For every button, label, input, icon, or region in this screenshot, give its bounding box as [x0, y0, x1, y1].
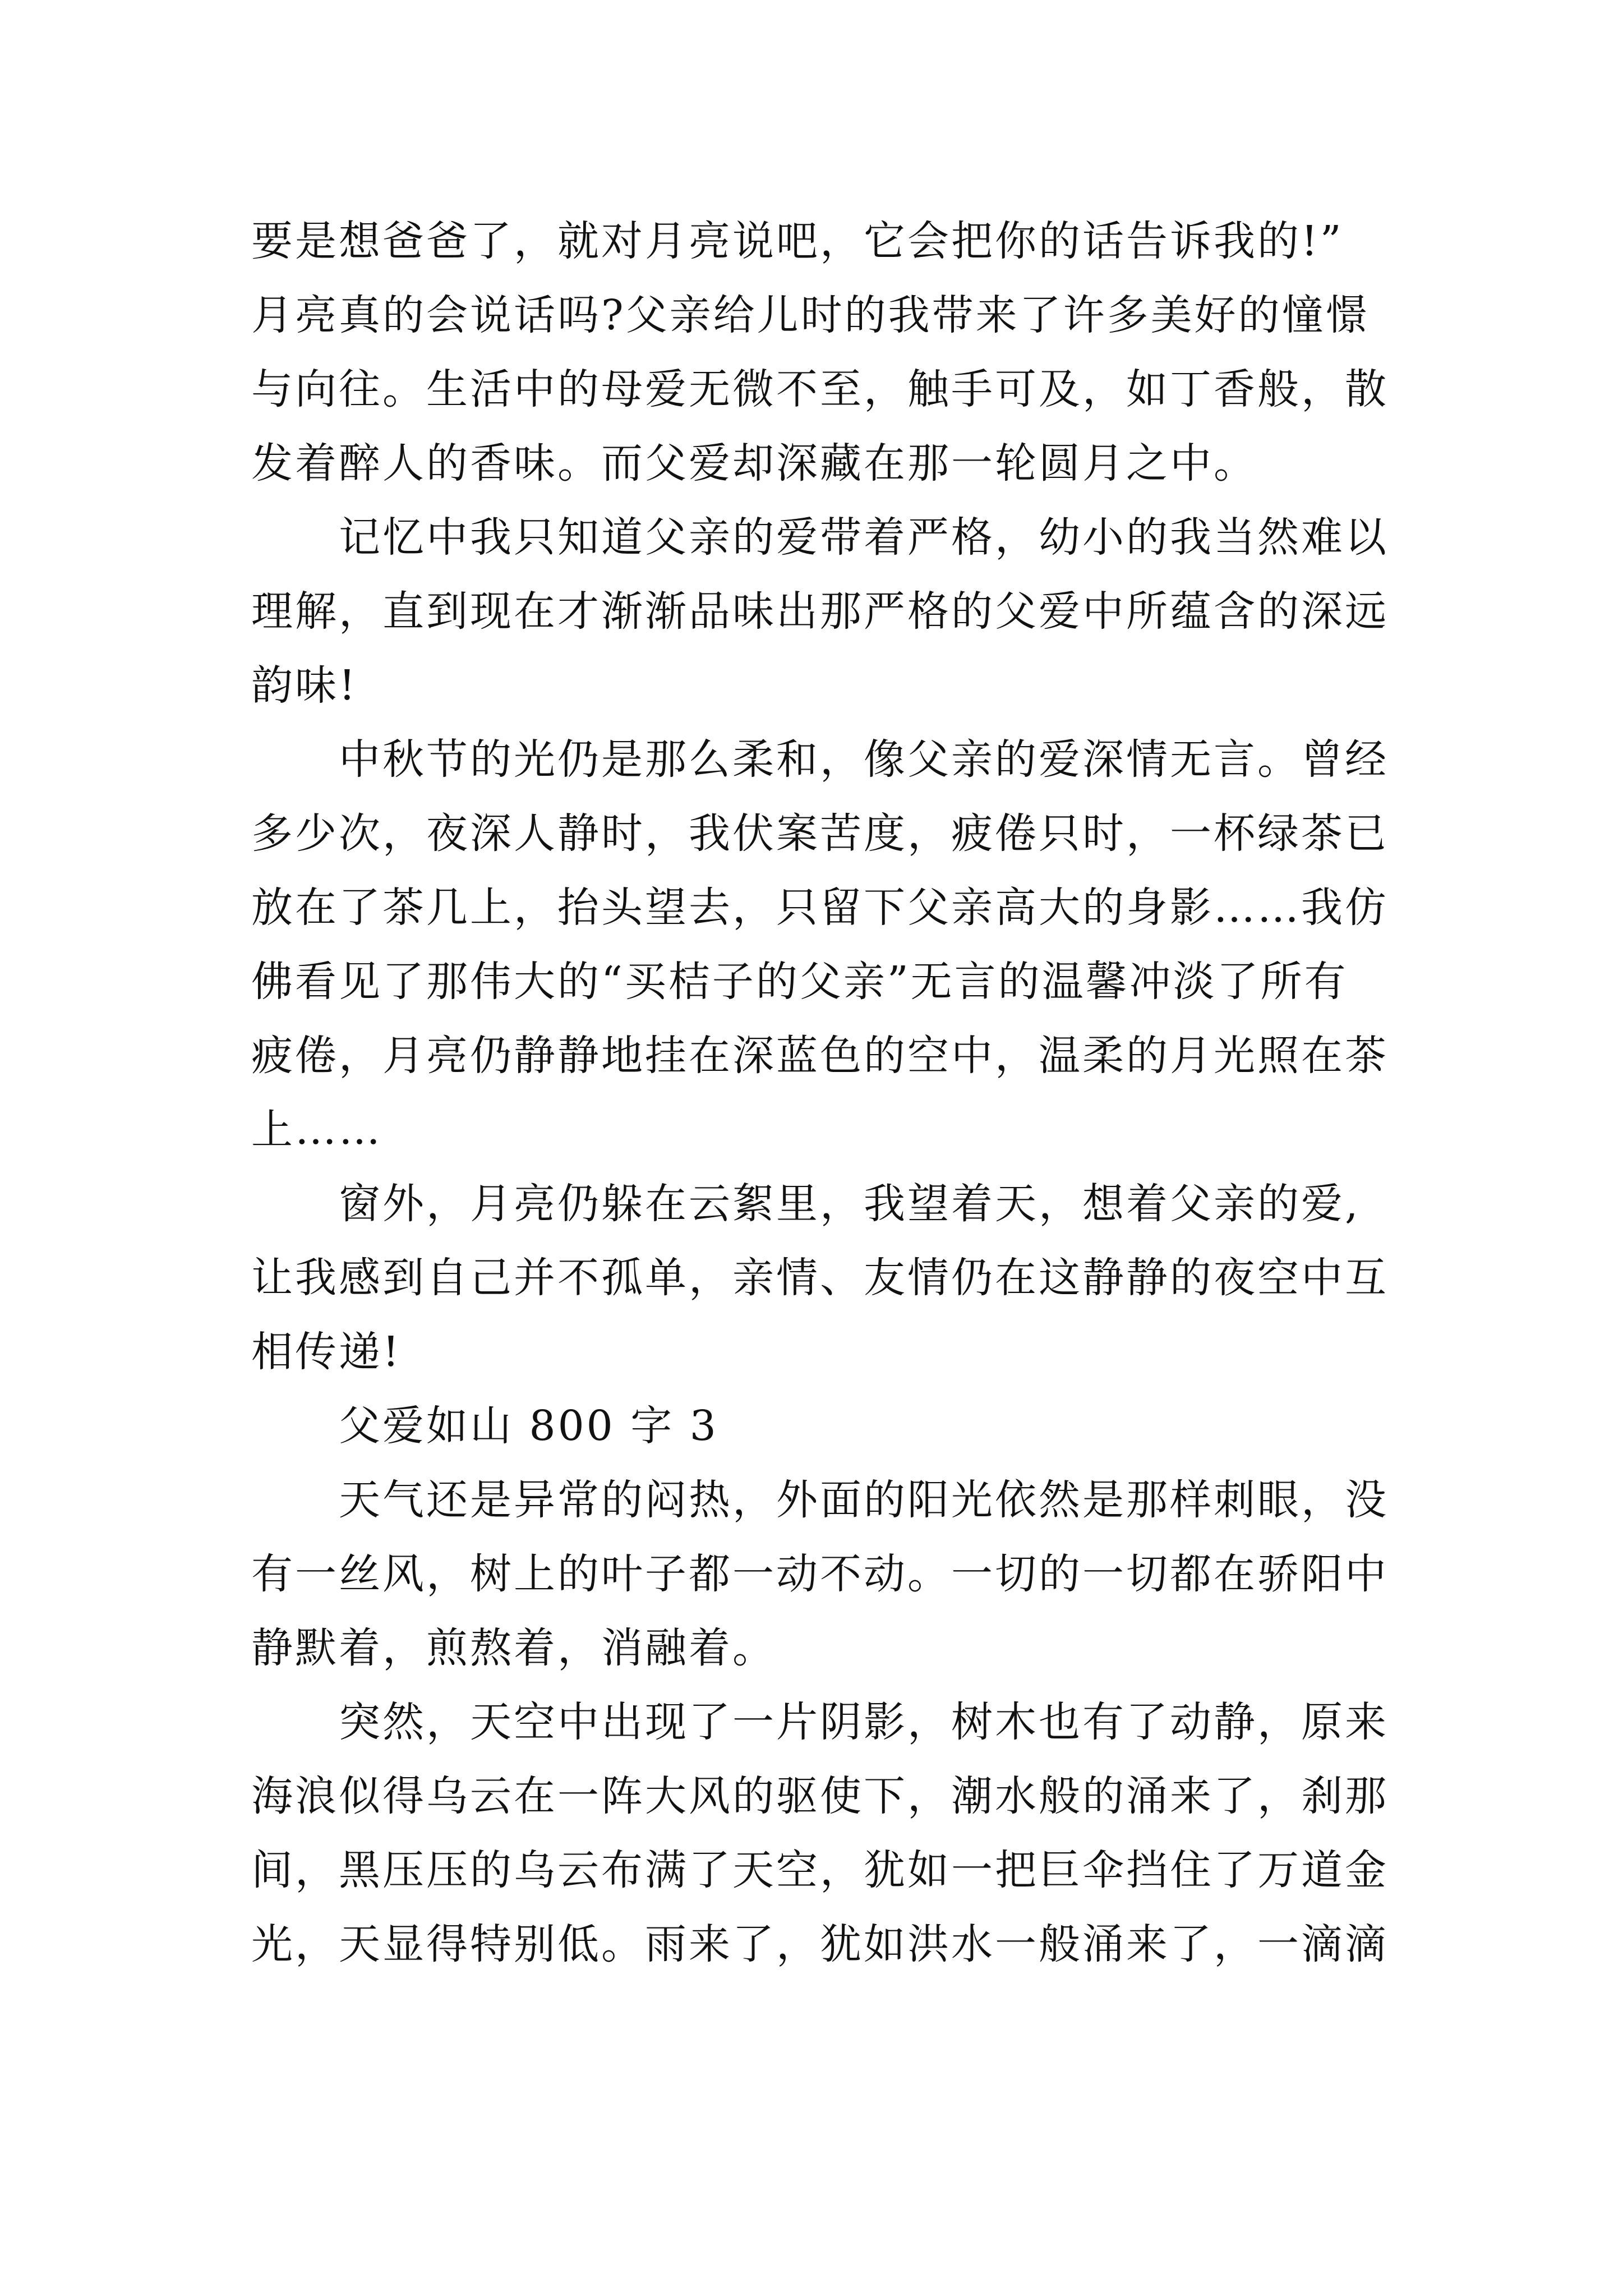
text-line: 光，天显得特别低。雨来了，犹如洪水一般涌来了，一滴滴 — [251, 1920, 1389, 1968]
text-line: 相传递! — [251, 1328, 402, 1376]
text-line: 静默着，煎熬着，消融着。 — [251, 1624, 776, 1672]
text-line: 海浪似得乌云在一阵大风的驱使下，潮水般的涌来了，刹那 — [251, 1772, 1389, 1820]
text-line: 有一丝风，树上的叶子都一动不动。一切的一切都在骄阳中 — [251, 1550, 1389, 1598]
paragraph-start-line: 记忆中我只知道父亲的爱带着严格，幼小的我当然难以 — [339, 513, 1389, 562]
text-line: 佛看见了那伟大的“买桔子的父亲”无言的温馨冲淡了所有 — [251, 958, 1348, 1006]
text-line: 疲倦，月亮仍静静地挂在深蓝色的空中，温柔的月光照在茶 — [251, 1032, 1389, 1080]
paragraph-start-line: 天气还是异常的闷热，外面的阳光依然是那样刺眼，没 — [339, 1476, 1389, 1524]
paragraph-start-line: 中秋节的光仍是那么柔和，像父亲的爱深情无言。曾经 — [339, 735, 1389, 784]
text-line: 间，黑压压的乌云布满了天空，犹如一把巨伞挡住了万道金 — [251, 1846, 1389, 1894]
text-line: 与向往。生活中的母爱无微不至，触手可及，如丁香般，散 — [251, 365, 1389, 413]
text-line: 要是想爸爸了，就对月亮说吧，它会把你的话告诉我的!” — [251, 217, 1344, 265]
text-line: 韵味! — [251, 661, 358, 710]
text-line: 让我感到自己并不孤单，亲情、友情仍在这静静的夜空中互 — [251, 1254, 1389, 1302]
text-line: 月亮真的会说话吗?父亲给儿时的我带来了许多美好的憧憬 — [251, 291, 1370, 339]
text-line: 理解，直到现在才渐渐品味出那严格的父爱中所蕴含的深远 — [251, 587, 1389, 636]
section-heading: 父爱如山 800 字 3 — [339, 1402, 718, 1450]
text-line: 放在了茶几上，抬头望去，只留下父亲高大的身影……我仿 — [251, 884, 1389, 932]
text-line: 发着醉人的香味。而父爱却深藏在那一轮圆月之中。 — [251, 439, 1257, 487]
body-text — [251, 204, 1389, 1981]
text-line: 多少次，夜深人静时，我伏案苦度，疲倦只时，一杯绿茶已 — [251, 809, 1389, 858]
paragraph-start-line: 窗外，月亮仍躲在云絮里，我望着天，想着父亲的爱, — [339, 1180, 1361, 1228]
paragraph-start-line: 突然，天空中出现了一片阴影，树木也有了动静，原来 — [339, 1698, 1389, 1746]
text-line: 上…… — [251, 1106, 382, 1154]
